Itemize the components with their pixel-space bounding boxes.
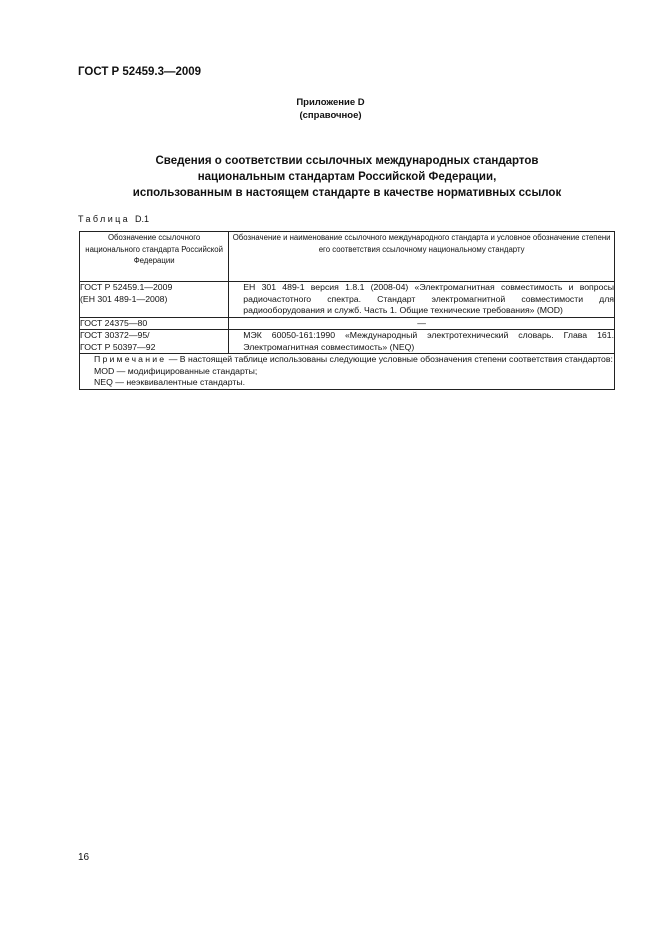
correspondence-table [79, 231, 615, 390]
header-national-standard: Обозначение ссылочного национального стандарта Российской Федерации [80, 232, 229, 282]
national-standard-cell [80, 317, 229, 330]
national-standard-line: (ЕН 301 489-1—2008) [80, 293, 168, 304]
national-standard-line: ГОСТ 30372—95/ [80, 330, 150, 340]
section-title-line: использованным в настоящем стандарте в качестве нормативных ссылок [132, 187, 562, 199]
international-standard-text: — [417, 317, 426, 328]
document-code: ГОСТ Р 52459.3—2009 [78, 66, 202, 78]
page-number: 16 [78, 852, 90, 863]
international-standard-text: МЭК 60050-161:1990 «Международный электротехнический словарь. Глава 161. Электромагнитная совместимость» (NEQ) [243, 330, 614, 352]
table-note [80, 354, 615, 390]
table-caption-prefix: Таблица [78, 214, 131, 224]
international-standard-cell [229, 330, 615, 354]
note-item: MOD — модифицированные стандарты; [94, 365, 258, 376]
table-row [80, 330, 615, 354]
international-standard-cell [229, 317, 615, 330]
table-row [80, 317, 615, 330]
section-title-line: национальным стандартам Российской Федерации, [197, 171, 497, 183]
note-item: NEQ — неэквивалентные стандарты. [94, 377, 246, 387]
international-standard-cell [229, 282, 615, 318]
national-standard-line: ГОСТ Р 52459.1—2009 [80, 282, 173, 292]
table-header-row [80, 232, 615, 282]
national-standard-cell [80, 282, 229, 318]
table-caption-number: D.1 [135, 214, 150, 224]
national-standard-line: ГОСТ 24375—80 [80, 317, 148, 328]
table-caption [78, 214, 149, 224]
table-note-row [80, 354, 615, 390]
table-row [80, 282, 615, 318]
header-international-standard: Обозначение и наименование ссылочного международного стандарта и условное обозначение степени его соответствия ссылочному национальному стандарту [229, 232, 615, 282]
national-standard-line: ГОСТ Р 50397—92 [80, 341, 156, 352]
note-text: — В настоящей таблице использованы следующие условные обозначения степени соответствия стандартов: [166, 354, 613, 364]
section-title-line: Сведения о соответствии ссылочных международных стандартов [155, 155, 539, 167]
note-intro [80, 354, 614, 366]
national-standard-cell [80, 330, 229, 354]
annex-title: Приложение D [296, 97, 365, 108]
annex-kind: (справочное) [299, 110, 362, 121]
section-title [78, 153, 616, 201]
international-standard-text: ЕН 301 489-1 версия 1.8.1 (2008-04) «Электромагнитная совместимость и вопросы радиочастотного спектра. Стандарт электромагнитной совместимости для радиооборудования и служб. Часть 1. Общие технические требования» (MOD) [243, 282, 614, 315]
note-lead: Примечание [94, 354, 167, 364]
